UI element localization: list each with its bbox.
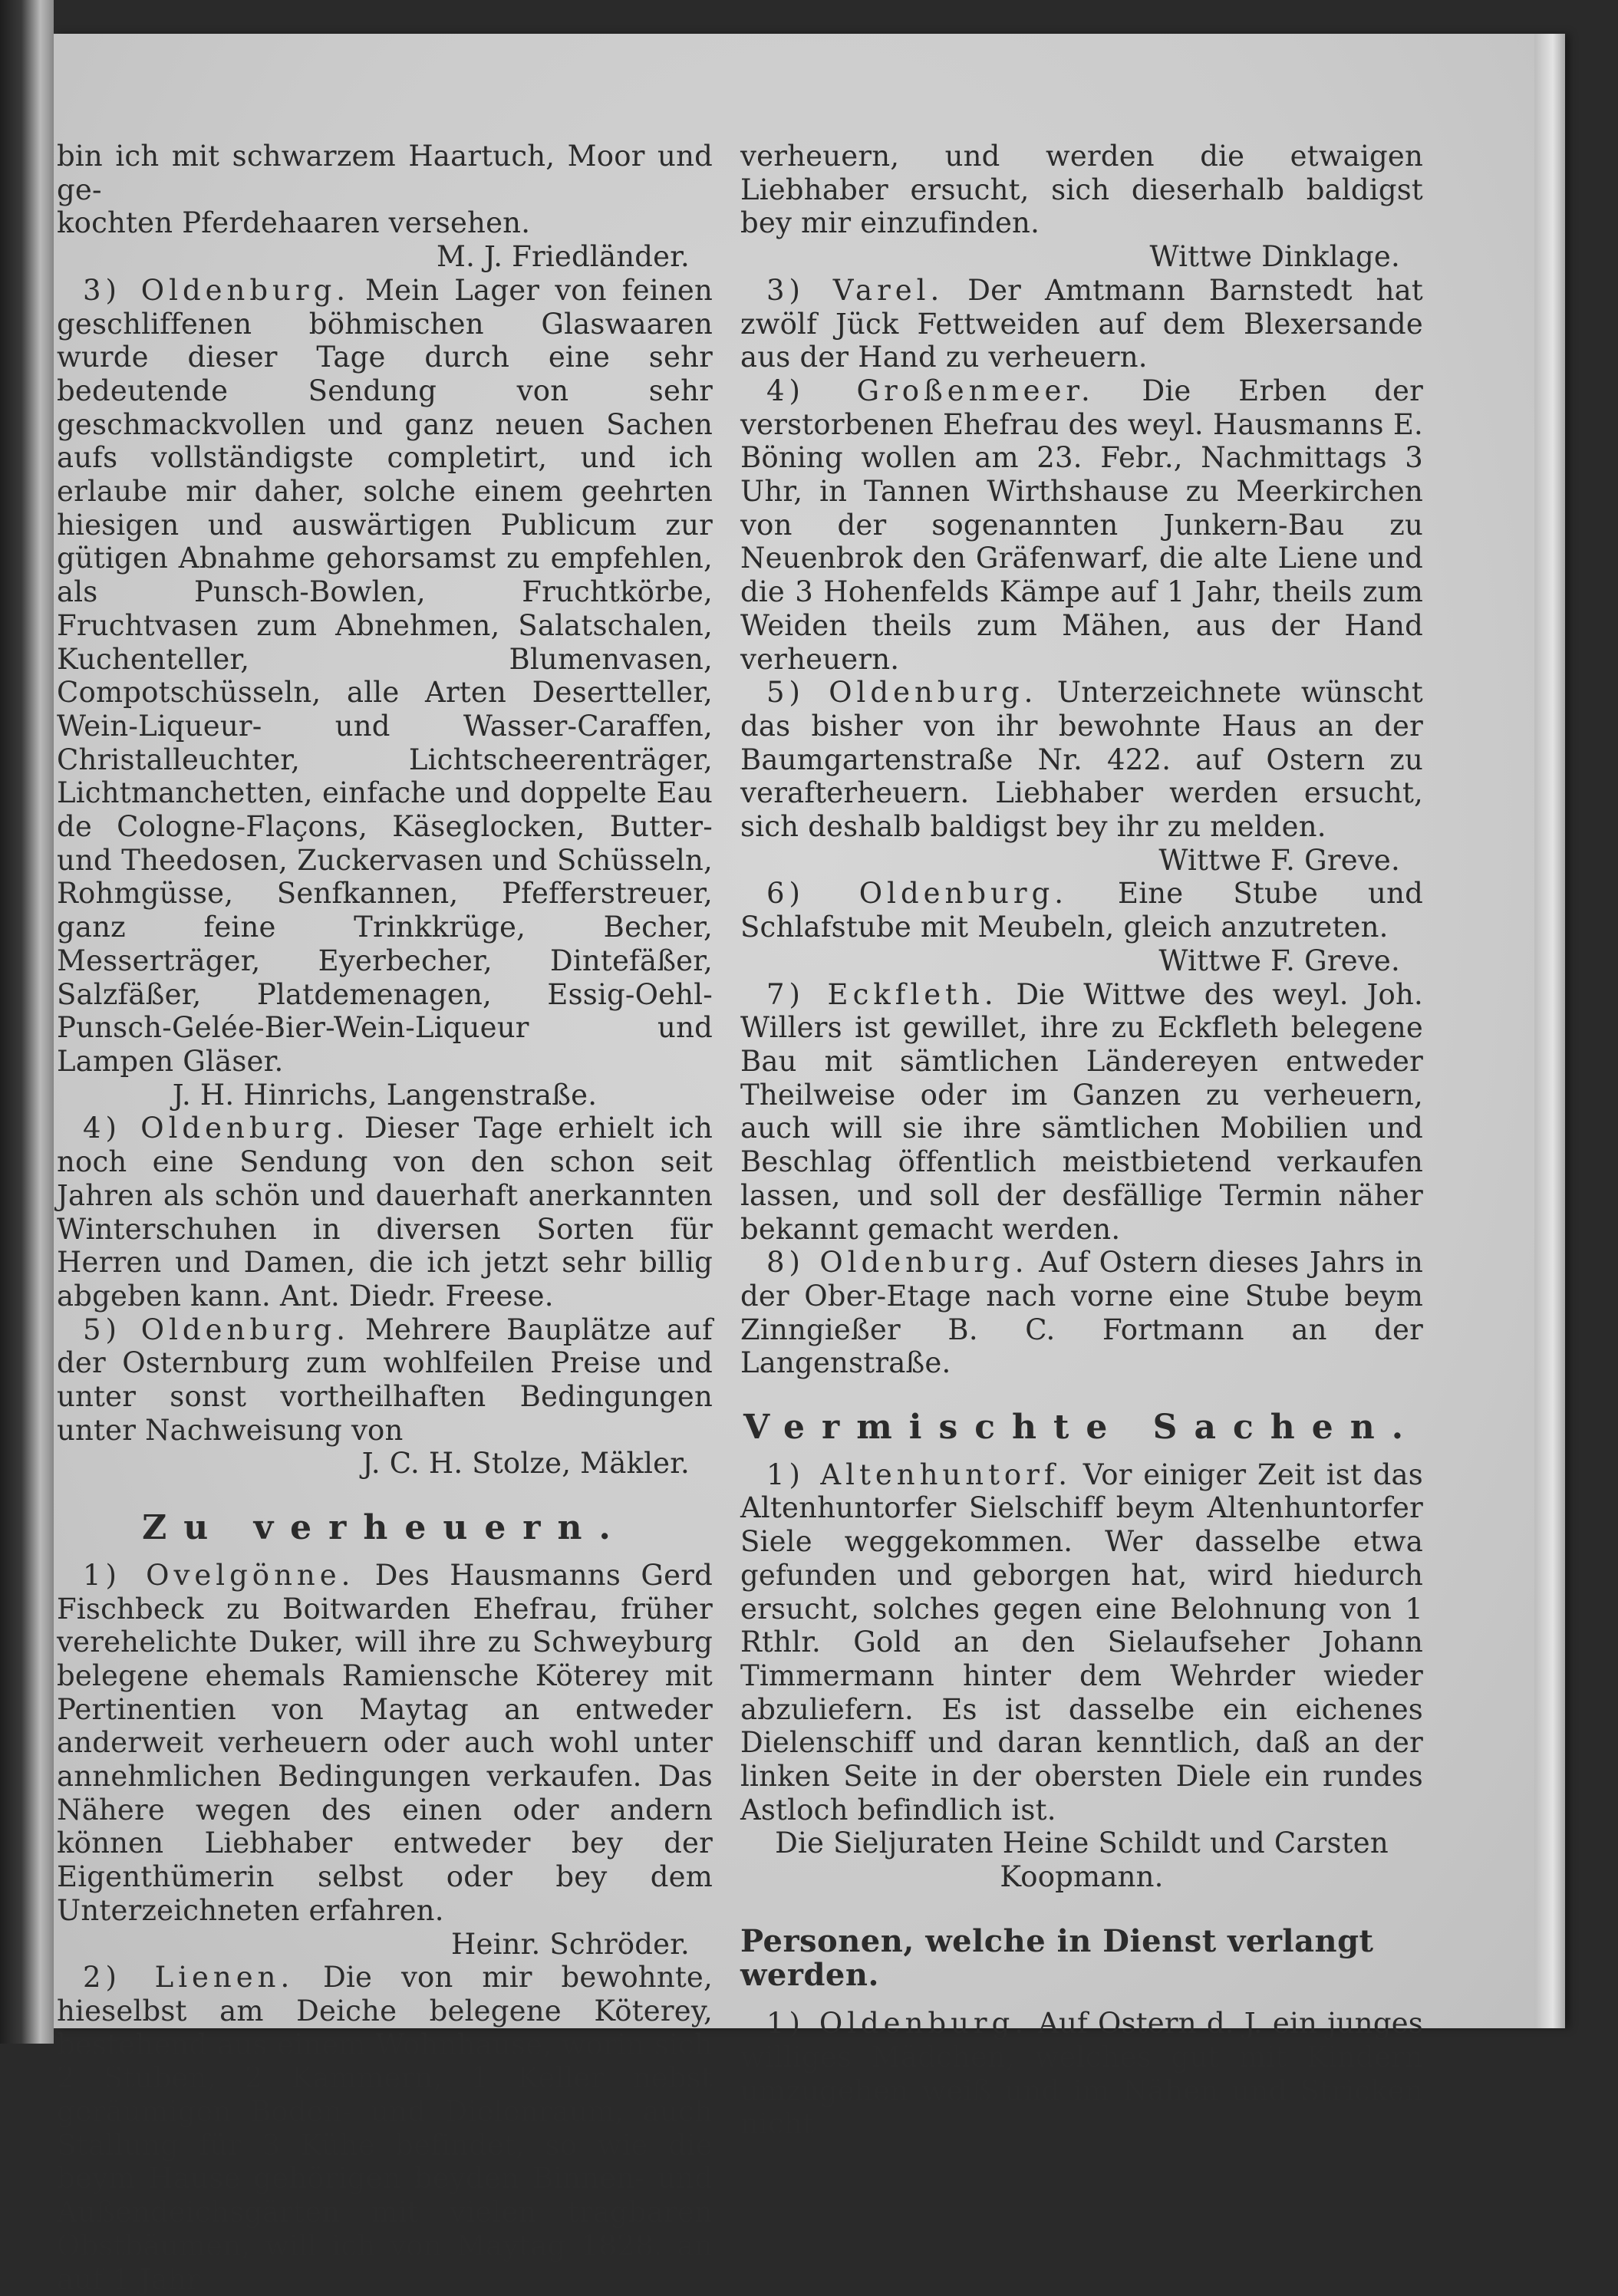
previous-page-edge <box>0 107 23 430</box>
notice-place: 1) Oldenburg. <box>766 2007 1029 2041</box>
signature-greve-2: Wittwe F. Greve. <box>1158 944 1400 977</box>
notice-verheuern-1 <box>57 1559 713 1928</box>
notice-item-3 <box>57 274 713 1079</box>
left-column <box>54 140 713 2296</box>
notice-text: Eine Stube und Schlafstube mit Meubeln, gleich anzutreten. <box>740 877 1423 944</box>
document-page <box>54 34 1565 2296</box>
continuation-text: verheuern, und werden die etwaigen Liebhaber ersucht, sich dieserhalb baldigst bey mir einzufinden. <box>740 140 1423 240</box>
notice-verheuern-6 <box>740 877 1423 944</box>
notice-item-4 <box>57 1112 713 1313</box>
signature-friedlaender: M. J. Friedländer. <box>437 240 690 274</box>
notice-text: Der Amtmann Barnstedt hat zwölf Jück Fettweiden auf dem Blexersande aus der Hand zu verheuern. <box>740 273 1423 374</box>
signature-greve-1: Wittwe F. Greve. <box>1158 843 1400 877</box>
notice-place: 3) Oldenburg. <box>83 273 351 307</box>
signature-sieljuraten: Die Sieljuraten Heine Schildt und Carsten Koopmann. <box>775 1827 1389 1894</box>
notice-text: Mehrere Bauplätze auf der Osternburg zum wohlfeilen Preise und unter sonst vortheilhaften Bedingungen unter Nachweisung von <box>57 1313 713 1447</box>
page-edge <box>1534 34 1565 2028</box>
notice-place: 4) Großenmeer. <box>766 374 1095 407</box>
notice-text: Mein Lager von feinen geschliffenen böhmischen Glaswaaren wurde dieser Tage durch eine sehr bedeutende Sendung von sehr geschmackvollen und ganz neuen Sachen aufs vollständigste completirt, und ich erlaube mir daher, solche einem geehrten hiesigen und auswärtigen Publicum zur gütigen Abnahme gehorsamst zu empfehlen, als Punsch-Bowlen, Fruchtkörbe, Fruchtvasen zum Abnehmen, Salatschalen, Kuchenteller, Blumenvasen, Compotschüsseln, alle Arten Desertteller, Wein-Liqueur- und Wasser-Caraffen, Christalleuchter, Lichtscheerenträger, Lichtmanchetten, einfache und doppelte Eau de Cologne-Flaçons, Käseglocken, Butter- und Theedosen, Zuckervasen und Schüsseln, Rohmgüsse, Senfkannen, Pfefferstreuer, ganz feine Trinkkrüge, Becher, Messerträger, Eyerbecher, Dintefäßer, Salzfäßer, Platdemenagen, Essig-Oehl-Punsch-Gelée-Bier-Wein-Liqueur und Lampen Gläser. <box>57 273 713 1078</box>
notice-vermischt-1 <box>740 1458 1423 1827</box>
notice-verheuern-8 <box>740 1246 1423 1380</box>
section-title-zu-verheuern: Zu verheuern. <box>142 1508 628 1548</box>
notice-place: 3) Varel. <box>766 273 944 307</box>
notice-place: 4) Oldenburg. <box>83 1112 350 1145</box>
signature-dinklage: Wittwe Dinklage. <box>1149 240 1400 274</box>
notice-verheuern-4 <box>740 374 1423 676</box>
right-column <box>740 140 1423 2141</box>
notice-text: Die Wittwe des weyl. Joh. Willers ist gewillet, ihre zu Eckfleth belegene Bau mit sämtlichen Ländereyen entweder Theilweise oder im Ganzen zu verheuern, auch will sie ihre sämtlichen Mobilien und Beschlag öffentlich meistbietend verkaufen lassen, und soll der desfällige Termin näher bekannt gemacht werden. <box>740 977 1423 1246</box>
notice-signature: Ant. Diedr. Freese. <box>279 1279 554 1313</box>
notice-verheuern-5 <box>740 676 1423 844</box>
notice-place: 1) Altenhuntorf. <box>766 1458 1073 1491</box>
notice-dienst-1 <box>740 2007 1423 2141</box>
notice-place: 1) Ovelgönne. <box>83 1558 355 1592</box>
notice-text: Des Hausmanns Gerd Fischbeck zu Boitwarden Ehefrau, früher verehelichte Duker, will ihre zu Schweyburg belegene ehemals Ramiensche Köterey mit Pertinentien von Maytag an entweder anderweit verheuern oder auch wohl unter annehmlichen Bedingungen verkaufen. Das Nähere wegen des einen oder andern können Liebhaber entweder bey der Eigenthümerin selbst oder bey dem Unterzeichneten erfahren. <box>57 1558 713 1927</box>
signature-schroeder: Heinr. Schröder. <box>451 1927 690 1961</box>
notice-place: 2) Lienen. <box>83 1961 295 1995</box>
notice-text: Auf Ostern d. J. ein junges williges Mädchen, welches gut mit Kindern umzugehen weiß und im Nähen und Stricken nicht <box>740 2007 1423 2141</box>
notice-text: Auf Ostern dieses Jahrs in der Ober-Etage nach vorne eine Stube beym Zinngießer B. C. Fortmann an der Langenstraße. <box>740 1246 1424 1380</box>
notice-text: Unterzeichnete wünscht das bisher von ihr bewohnte Haus an der Baumgartenstraße Nr. 422. auf Ostern zu verafterheuern. Liebhaber werden ersucht, sich deshalb baldigst bey ihr zu melden. <box>740 676 1423 844</box>
notice-text: Vor einiger Zeit ist das Altenhuntorfer Sielschiff beym Altenhuntorfer Siele weggekommen. Wer dasselbe etwa gefunden und geborgen hat, wird hiedurch ersucht, solches gegen eine Belohnung von 1 Rthlr. Gold an den Sielaufseher Johann Timmermann hinter dem Wehrder wieder abzuliefern. Es ist dasselbe ein eichenes Dielenschiff und daran kenntlich, daß an der linken Seite in der obersten Diele ein rundes Astloch befindlich ist. <box>740 1458 1423 1827</box>
intro-line-2: kochten Pferdehaaren versehen. <box>57 206 531 240</box>
notice-text: Dieser Tage erhielt ich noch eine Sendung von den schon seit Jahren als schön und dauerhaft anerkannten Winterschuhen in diversen Sorten für Herren und Damen, die ich jetzt sehr billig abgeben kann. <box>57 1112 713 1313</box>
notice-verheuern-3 <box>740 274 1423 374</box>
notice-place: 8) Oldenburg. <box>766 1246 1029 1280</box>
notice-place: 6) Oldenburg. <box>766 877 1069 911</box>
notice-verheuern-2 <box>57 1961 713 2296</box>
intro-line-1: bin ich mit schwarzem Haartuch, Moor und ge- <box>57 140 713 206</box>
signature-stolze: J. C. H. Stolze, Mäkler. <box>361 1447 690 1481</box>
notice-place: 5) Oldenburg. <box>83 1313 350 1346</box>
notice-place: 7) Eckfleth. <box>766 977 998 1011</box>
notice-verheuern-7 <box>740 978 1423 1247</box>
signature-hinrichs: J. H. Hinrichs, Langenstraße. <box>172 1078 598 1112</box>
section-title-dienst: Personen, welche in Dienst verlangt werden. <box>740 1922 1374 1993</box>
notice-item-5 <box>57 1313 713 1448</box>
notice-place: 5) Oldenburg. <box>766 676 1038 710</box>
section-title-vermischte-sachen: Vermischte Sachen. <box>743 1408 1421 1448</box>
notice-text: Die von mir bewohnte, hieselbst am Deiche belegene Köterey, bestehend aus einem Wohnhause, worin sich 2 Stuben, 2 Kammern, 1 Keller nebst geräumigen Boden- und Dielenraum, auch Stallung für 3 Kühe befindet, so wie die beym Hause gehörigen beyden Binnen- und Außendeichsgärten mit vielen tragbaren Obstbäumen, will ich von Maytag 1828. an auf 1 Jahr <box>57 1961 713 2296</box>
notice-text: Die Erben der verstorbenen Ehefrau des weyl. Hausmanns E. Böning wollen am 23. Febr., Nachmittags 3 Uhr, in Tannen Wirthshause zu Meerkirchen von der sogenannten Junkern-Bau zu Neuenbrok den Gräfenwarf, die alte Liene und die 3 Hohenfelds Kämpe auf 1 Jahr, theils zum Weiden theils zum Mähen, aus der Hand verheuern. <box>740 374 1423 676</box>
